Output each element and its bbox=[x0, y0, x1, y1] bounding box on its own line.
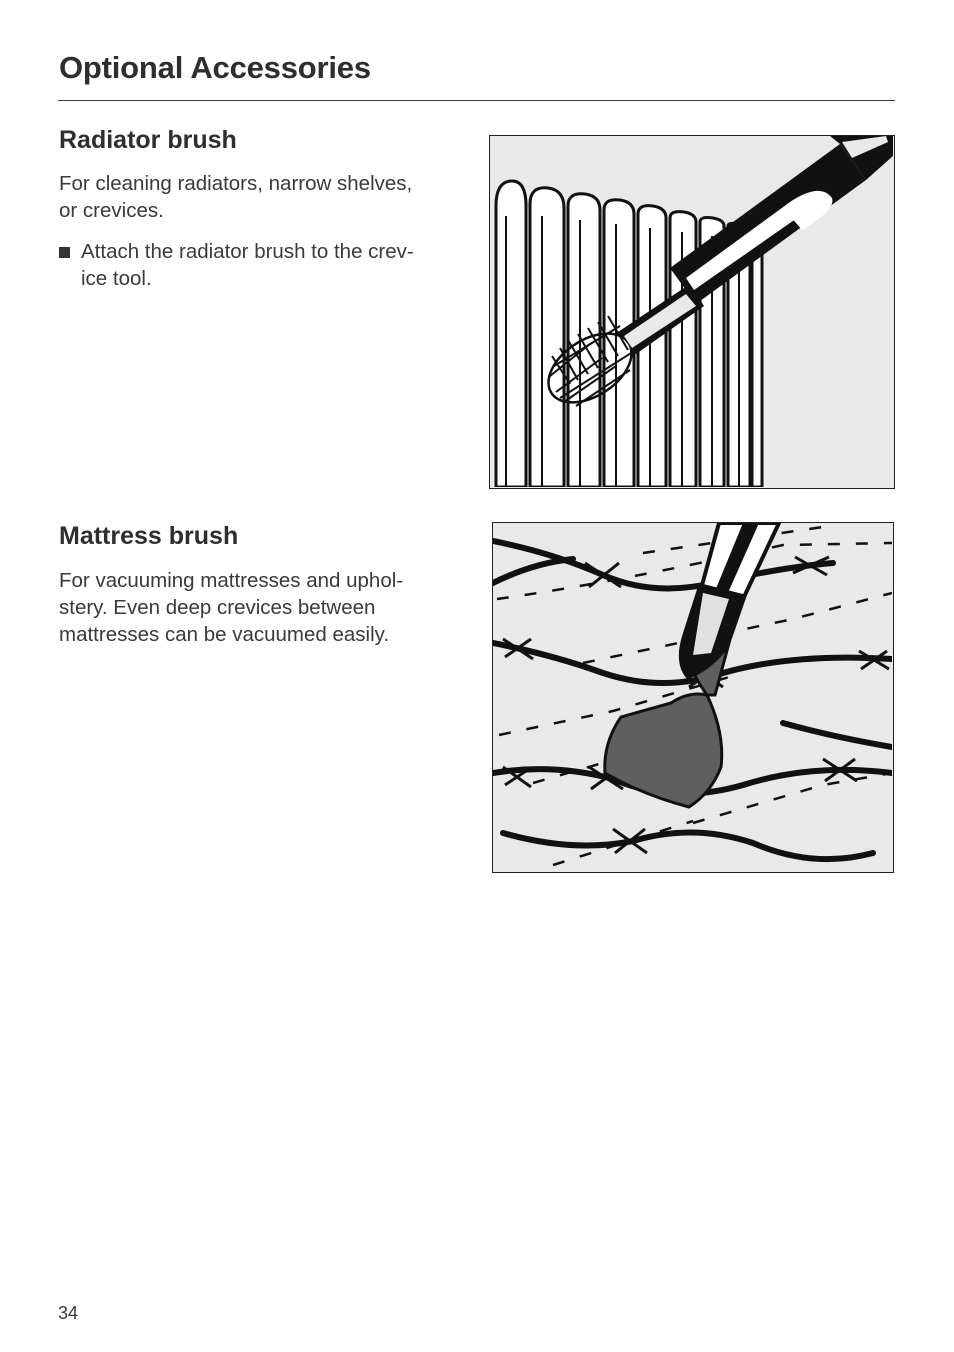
mattress-brush-description: For vacuuming mattresses and uphol- stery. Even deep crevices between mattresses can be vacuumed easily. bbox=[59, 569, 404, 646]
mattress-brush-heading: Mattress brush bbox=[59, 522, 239, 550]
title-divider bbox=[58, 100, 895, 101]
radiator-brush-heading: Radiator brush bbox=[59, 126, 237, 154]
bullet-square-icon bbox=[59, 247, 70, 258]
mattress-brush-drawing bbox=[493, 523, 892, 871]
radiator-brush-drawing bbox=[490, 136, 893, 487]
instruction-text: Attach the radiator brush to the crev- ice tool. bbox=[81, 240, 414, 290]
mattress-brush-illustration bbox=[492, 522, 894, 873]
radiator-brush-description: For cleaning radiators, narrow shelves, or crevices. bbox=[59, 172, 413, 222]
radiator-brush-illustration bbox=[489, 135, 895, 489]
page-title: Optional Accessories bbox=[59, 50, 371, 85]
page-number: 34 bbox=[58, 1303, 79, 1323]
